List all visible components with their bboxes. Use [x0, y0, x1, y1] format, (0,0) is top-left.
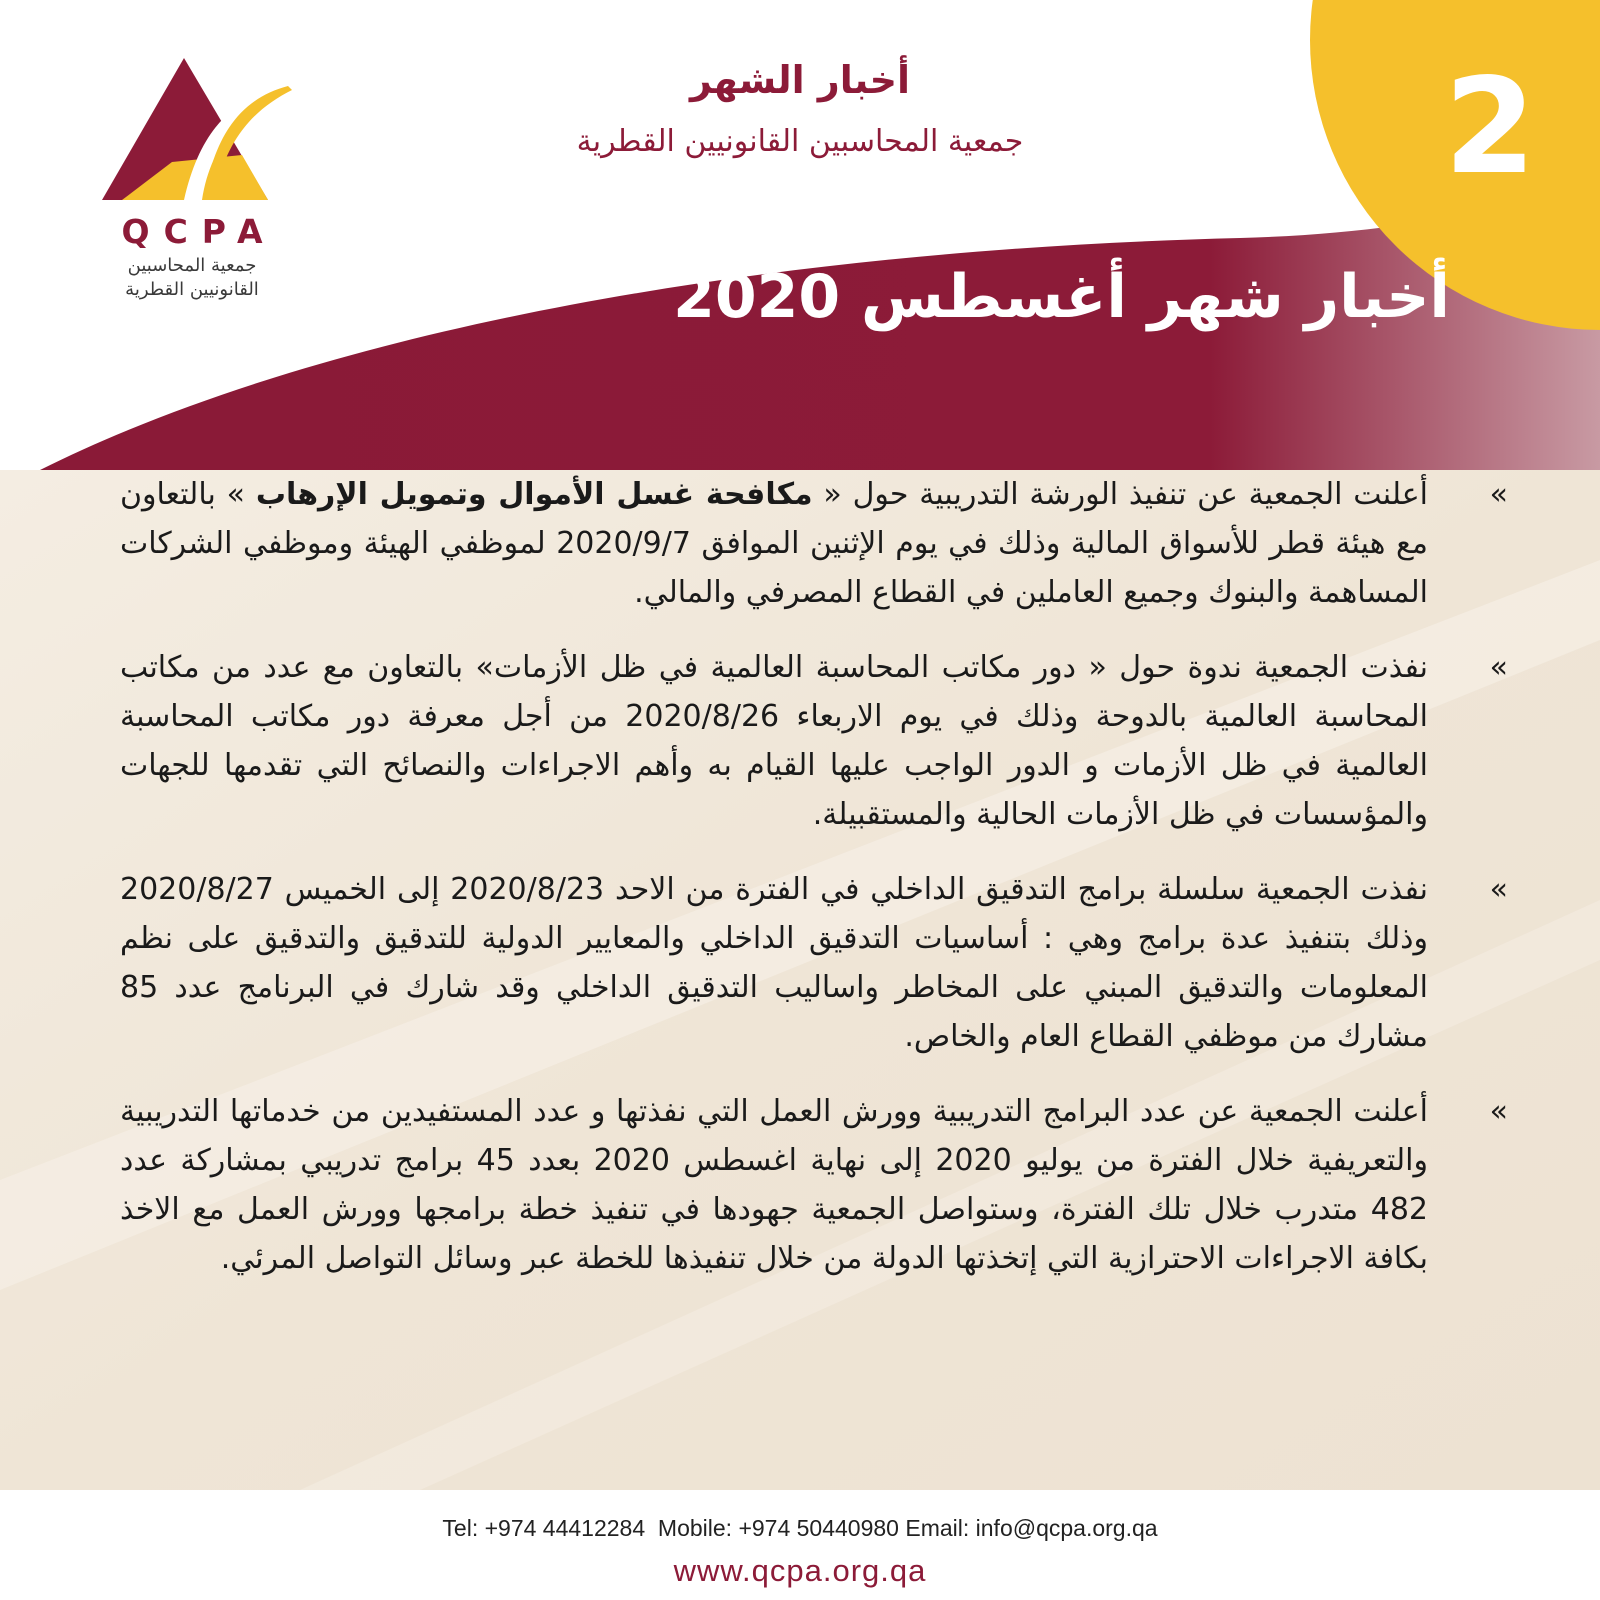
- bullet-icon: »: [1489, 1094, 1508, 1129]
- page-number: 2: [1444, 50, 1536, 204]
- news-item: [120, 865, 1508, 1061]
- bullet-icon: »: [1489, 872, 1508, 907]
- bullet-icon: »: [1489, 650, 1508, 685]
- news-item-text-before: أعلنت الجمعية عن تنفيذ الورشة التدريبية حول «: [812, 477, 1428, 512]
- bullet-icon: »: [1489, 477, 1508, 512]
- logo-text-ar-line2: القانونيين القطرية: [125, 279, 259, 300]
- header-title: أخبار الشهر: [690, 58, 910, 102]
- header-subtitle: جمعية المحاسبين القانونيين القطرية: [576, 124, 1024, 159]
- news-item: [120, 643, 1508, 839]
- news-item-text: نفذت الجمعية سلسلة برامج التدقيق الداخلي في الفترة من الاحد 2020/8/23 إلى الخميس 2020/8/27 وذلك بتنفيذ عدة برامج وهي : أساسيات التدقيق الداخلي والمعايير الدولية للتدقيق والتدقيق على نظم المعلومات والتدقيق المبني على المخاطر واساليب التدقيق الداخلي وقد شارك في البرنامج عدد 85 مشارك من موظفي القطاع العام والخاص.: [120, 872, 1428, 1054]
- news-item: [120, 470, 1508, 617]
- news-list: [120, 470, 1508, 1309]
- news-item-text-after: » بالتعاون مع هيئة قطر للأسواق المالية وذلك في يوم الإثنين الموافق 2020/9/7 لموظفي الهيئة وموظفي الشركات المساهمة والبنوك وجميع العاملين في القطاع المصرفي والمالي.: [120, 477, 1428, 610]
- logo-text-ar-line1: جمعية المحاسبين: [127, 255, 257, 276]
- news-item: [120, 1087, 1508, 1283]
- news-item-text: نفذت الجمعية ندوة حول « دور مكاتب المحاسبة العالمية في ظل الأزمات» بالتعاون مع عدد من مكاتب المحاسبة العالمية بالدوحة وذلك في يوم الاربعاء 2020/8/26 من أجل معرفة دور مكاتب المحاسبة العالمية في ظل الأزمات و الدور الواجب عليها القيام به وأهم الاجراءات والنصائح التي تقدمها للجهات والمؤسسات في ظل الأزمات الحالية والمستقبيلة.: [120, 650, 1428, 832]
- news-item-highlight: مكافحة غسل الأموال وتمويل الإرهاب: [255, 477, 813, 512]
- news-item-text: أعلنت الجمعية عن عدد البرامج التدريبية وورش العمل التي نفذتها و عدد المستفيدين من خدماتها التدريبية والتعريفية خلال الفترة من يوليو 2020 إلى نهاية اغسطس 2020 بعدد 45 برامج تدريبي بمشاركة عدد 482 متدرب خلال تلك الفترة، وستواصل الجمعية جهودها في تنفيذ خطة برامجها وورش العمل مع الاخذ بكافة الاجراءات الاحترازية التي إتخذتها الدولة من خلال تنفيذها للخطة عبر وسائل التواصل المرئي.: [120, 1094, 1428, 1276]
- footer-website-link[interactable]: www.qcpa.org.qa: [673, 1553, 927, 1588]
- banner-title: أخبار شهر أغسطس 2020: [673, 262, 1450, 332]
- logo-text-en: QCPA: [121, 212, 277, 251]
- footer-contact: Tel: +974 44412284 Mobile: +974 50440980 Email: info@qcpa.org.qa: [442, 1515, 1158, 1541]
